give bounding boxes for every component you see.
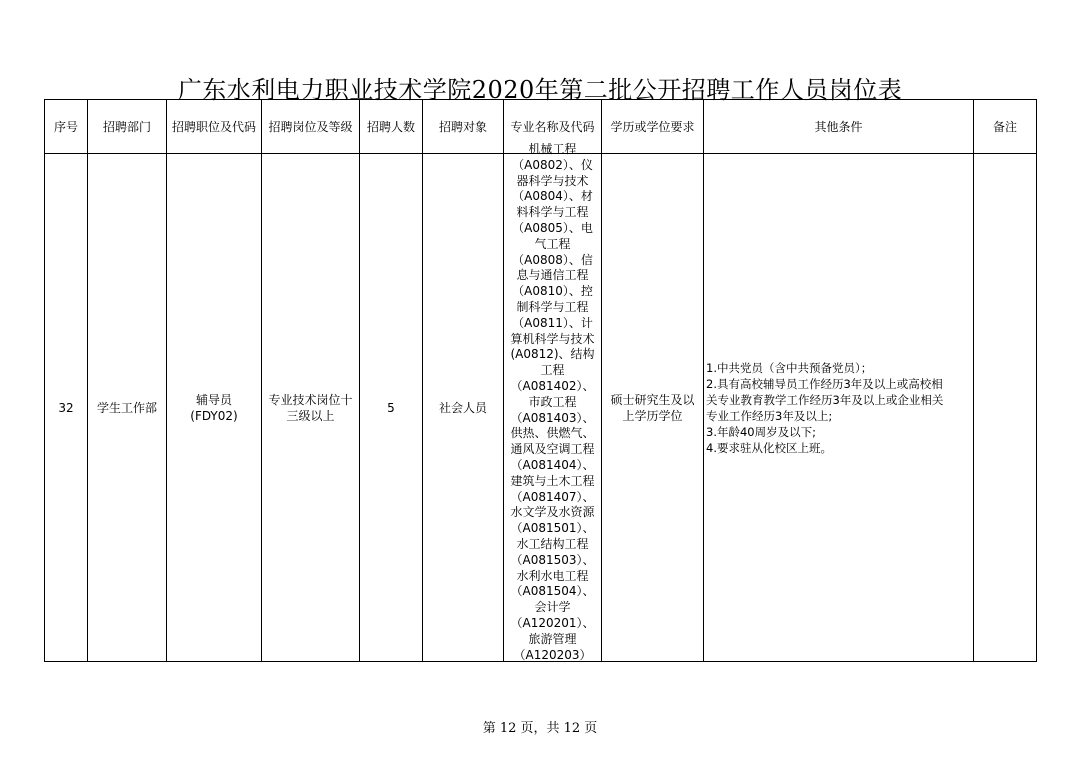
cell-dept: 学生工作部 bbox=[88, 154, 167, 662]
level-line-2: 三级以上 bbox=[286, 408, 335, 423]
other-condition-line: 3.年龄40周岁及以下; bbox=[706, 424, 816, 439]
position-code: (FDY02) bbox=[190, 408, 238, 423]
cell-count: 5 bbox=[360, 154, 423, 662]
other-condition-line: 2.具有高校辅导员工作经历3年及以上或高校相 bbox=[706, 376, 943, 391]
page-title: 广东水利电力职业技术学院2020年第二批公开招聘工作人员岗位表 bbox=[177, 76, 903, 104]
major-line: 水文学及水资源 bbox=[510, 505, 595, 520]
major-line: （A081501）、 bbox=[510, 521, 595, 536]
major-line: （A081403）、 bbox=[510, 410, 595, 425]
major-line: （A081407）、 bbox=[510, 489, 595, 504]
header-target: 招聘对象 bbox=[423, 100, 504, 154]
major-line: （A0810）、控 bbox=[512, 284, 593, 299]
major-line: （A120203） bbox=[513, 647, 592, 662]
major-line: 器科学与技术 bbox=[516, 173, 589, 188]
other-condition-line: 专业工作经历3年及以上; bbox=[706, 408, 833, 423]
major-line: 制科学与工程 bbox=[516, 299, 589, 314]
major-line: 会计学 bbox=[534, 600, 571, 615]
major-line: 水利水电工程 bbox=[516, 568, 589, 583]
other-condition-line: 关专业教育教学工作经历3年及以上或企业相关 bbox=[706, 392, 944, 407]
other-condition-line: 4.要求驻从化校区上班。 bbox=[706, 440, 832, 455]
major-line: （A081503）、 bbox=[510, 552, 595, 567]
header-level: 招聘岗位及等级 bbox=[262, 100, 360, 154]
cell-target: 社会人员 bbox=[423, 154, 504, 662]
major-list bbox=[506, 142, 599, 663]
header-dept: 招聘部门 bbox=[88, 100, 167, 154]
major-line: （A120201）、 bbox=[510, 615, 595, 630]
major-line: 料科学与工程 bbox=[516, 205, 589, 220]
major-line: 气工程 bbox=[534, 236, 571, 251]
header-degree: 学历或学位要求 bbox=[602, 100, 704, 154]
major-line: 工程 bbox=[540, 363, 565, 378]
major-line: (A0812)、结构 bbox=[510, 347, 595, 362]
major-line: 旅游管理 bbox=[528, 631, 577, 646]
major-line: 算机科学与技术 bbox=[510, 331, 595, 346]
cell-major bbox=[504, 142, 602, 662]
major-line: 供热、供燃气、 bbox=[510, 426, 595, 441]
cell-level bbox=[262, 154, 360, 662]
page-footer: 第 12 页，共 12 页 bbox=[482, 721, 598, 736]
degree-line-2: 上学历学位 bbox=[622, 408, 683, 423]
header-position: 招聘职位及代码 bbox=[167, 100, 262, 154]
cell-remark bbox=[974, 154, 1037, 662]
major-line: （A0805）、电 bbox=[512, 220, 593, 235]
major-line: （A0811）、计 bbox=[512, 315, 593, 330]
cell-other-conditions bbox=[704, 154, 974, 662]
other-condition-line: 1.中共党员（含中共预备党员）； bbox=[706, 360, 873, 375]
header-no: 序号 bbox=[45, 100, 88, 154]
major-line: （A081504）、 bbox=[510, 584, 595, 599]
cell-no: 32 bbox=[45, 154, 88, 662]
major-line: （A0804）、材 bbox=[512, 189, 593, 204]
level-line-1: 专业技术岗位十 bbox=[268, 392, 353, 407]
major-line: 水工结构工程 bbox=[516, 536, 589, 551]
header-other: 其他条件 bbox=[704, 100, 974, 154]
major-line: （A0802）、仪 bbox=[512, 157, 593, 172]
header-major: 专业名称及代码 bbox=[504, 100, 602, 154]
major-line: 通风及空调工程 bbox=[510, 442, 595, 457]
header-remark: 备注 bbox=[974, 100, 1037, 154]
degree-line-1: 硕士研究生及以 bbox=[610, 392, 695, 407]
table-row bbox=[45, 154, 1037, 662]
major-line: 息与通信工程 bbox=[516, 268, 589, 283]
major-line: 市政工程 bbox=[528, 394, 577, 409]
cell-position bbox=[167, 154, 262, 662]
major-line: 机械工程 bbox=[528, 142, 577, 156]
cell-degree bbox=[602, 154, 704, 662]
header-count: 招聘人数 bbox=[360, 100, 423, 154]
major-line: （A081402）、 bbox=[510, 378, 595, 393]
recruitment-table bbox=[44, 99, 1037, 662]
position-name: 辅导员 bbox=[195, 392, 232, 407]
major-line: 建筑与土木工程 bbox=[510, 473, 595, 488]
major-line: （A0808）、信 bbox=[512, 252, 593, 267]
major-line: （A081404）、 bbox=[510, 457, 595, 472]
